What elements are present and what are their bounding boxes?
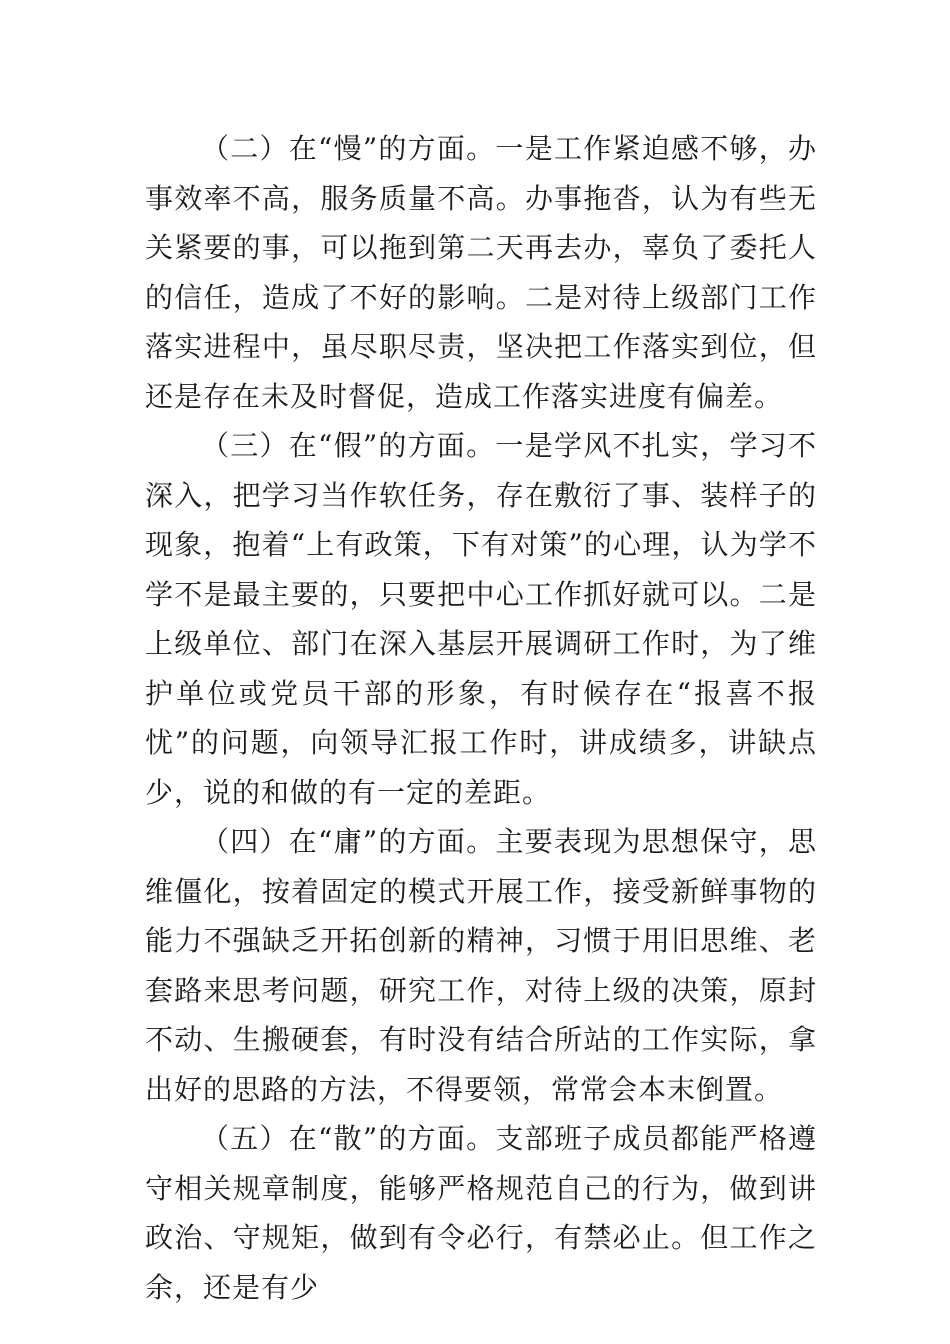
document-body [145, 124, 817, 1312]
paragraph-mediocre: （四）在“庸”的方面。主要表现为思想保守，思维僵化，按着固定的模式开展工作，接受新鲜事物的能力不强缺乏开拓创新的精神，习惯于用旧思维、老套路来思考问题，研究工作，对待上级的决策，原封不动、生搬硬套，有时没有结合所站的工作实际，拿出好的思路的方法，不得要领，常常会本末倒置。 [145, 825, 817, 1106]
paragraph-lax: （五）在“散”的方面。支部班子成员都能严格遵守相关规章制度，能够严格规范自己的行为，做到讲政治、守规矩，做到有令必行，有禁必止。但工作之余，还是有少 [145, 1122, 817, 1304]
paragraph-slow: （二）在“慢”的方面。一是工作紧迫感不够，办事效率不高，服务质量不高。办事拖沓，认为有些无关紧要的事，可以拖到第二天再去办，辜负了委托人的信任，造成了不好的影响。二是对待上级部门工作落实进程中，虽尽职尽责，坚决把工作落实到位，但还是存在未及时督促，造成工作落实进度有偏差。 [145, 132, 817, 413]
paragraph-false: （三）在“假”的方面。一是学风不扎实，学习不深入，把学习当作软任务，存在敷衍了事、装样子的现象，抱着“上有政策，下有对策”的心理，认为学不学不是最主要的，只要把中心工作抓好就可以。二是上级单位、部门在深入基层开展调研工作时，为了维护单位或党员干部的形象，有时候存在“报喜不报忧”的问题，向领导汇报工作时，讲成绩多，讲缺点少，说的和做的有一定的差距。 [145, 429, 817, 809]
